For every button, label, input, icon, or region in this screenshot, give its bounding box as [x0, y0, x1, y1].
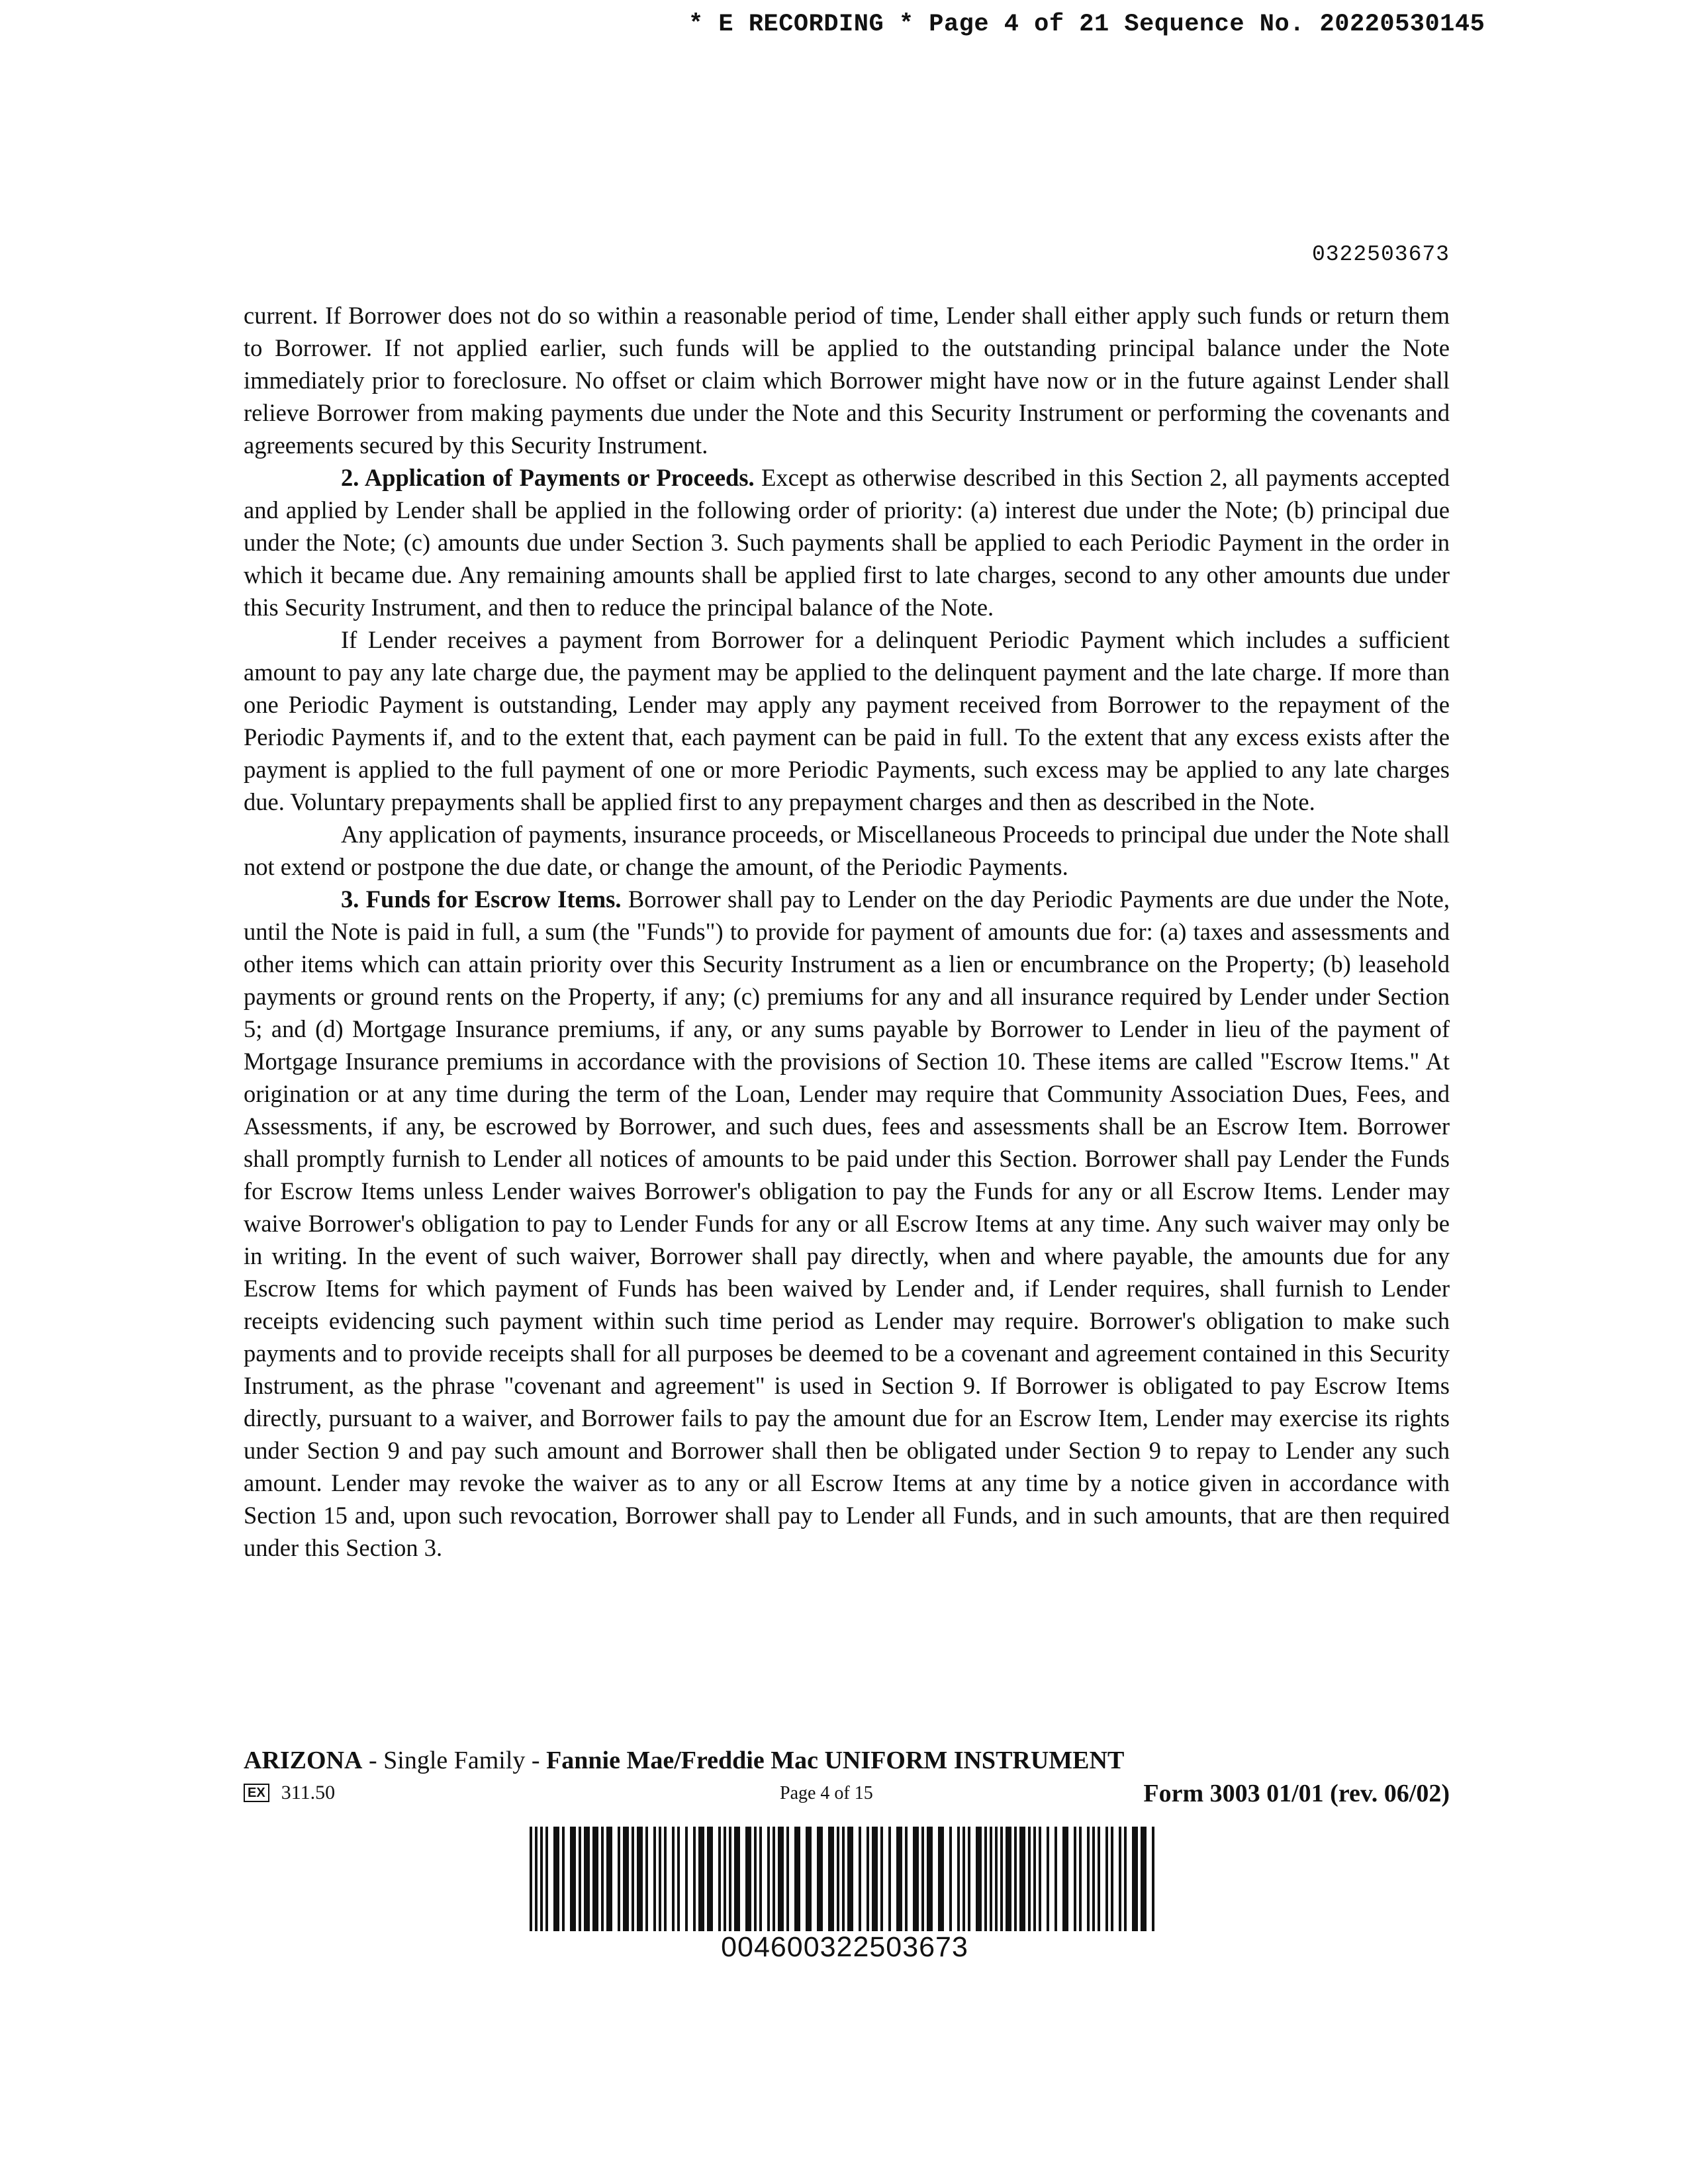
paragraph-continuation: current. If Borrower does not do so within a reasonable period of time, Lender shall either apply such funds or return them to Borrower. If not applied earlier, such funds will be applied to the outstanding principal balance under the Note immediately prior to foreclosure. No offset or claim which Borrower might have now or in the future against Lender shall relieve Borrower from making payments due under the Note and this Security Instrument or performing the covenants and agreements secured by this Security Instrument.	[244, 302, 1450, 459]
section-3-heading: 3. Funds for Escrow Items.	[341, 886, 622, 913]
footer-instrument: Fannie Mae/Freddie Mac UNIFORM INSTRUMENT	[546, 1747, 1125, 1774]
section-3-text: Borrower shall pay to Lender on the day Periodic Payments are due under the Note, until the Note is paid in full, a sum (the "Funds") to provide for payment of amounts due for: (a) taxes and assessments and other items which can attain priority over this Security Instrument as a lien or encumbrance on the Property; (b) leasehold payments or ground rents on the Property, if any; (c) premiums for any and all insurance required by Lender under Section 5; and (d) Mortgage Insurance premiums, if any, or any sums payable by Borrower to Lender in lieu of the payment of Mortgage Insurance premiums in accordance with the provisions of Section 10. These items are called "Escrow Items." At origination or at any time during the term of the Loan, Lender may require that Community Association Dues, Fees, and Assessments, if any, be escrowed by Borrower, and such dues, fees and assessments shall be an Escrow Item. Borrower shall promptly furnish to Lender all notices of amounts to be paid under this Section. Borrower shall pay Lender the Funds for Escrow Items unless Lender waives Borrower's obligation to pay the Funds for any or all Escrow Items. Lender may waive Borrower's obligation to pay to Lender Funds for any or all Escrow Items at any time. Any such waiver may only be in writing. In the event of such waiver, Borrower shall pay directly, when and where payable, the amounts due for any Escrow Items for which payment of Funds has been waived by Lender and, if Lender requires, shall furnish to Lender receipts evidencing such payment within such time period as Lender may require. Borrower's obligation to make such payments and to provide receipts shall for all purposes be deemed to be a covenant and agreement contained in this Security Instrument, as the phrase "covenant and agreement" is used in Section 9. If Borrower is obligated to pay Escrow Items directly, pursuant to a waiver, and Borrower fails to pay the amount due for an Escrow Item, Lender may exercise its rights under Section 9 and pay such amount and Borrower shall then be obligated under Section 9 to repay to Lender any such amount. Lender may revoke the waiver as to any or all Escrow Items at any time by a notice given in accordance with Section 15 and, upon such revocation, Borrower shall pay to Lender all Funds, and in such amounts, that are then required under this Section 3.	[244, 886, 1450, 1561]
section-2-paragraph	[244, 461, 1450, 623]
recording-header: * E RECORDING * Page 4 of 21 Sequence No. 20220530145	[688, 11, 1485, 38]
footer-separator: - Single Family -	[362, 1747, 547, 1774]
barcode-number: 004600322503673	[721, 1931, 968, 1963]
section-2-heading: 2. Application of Payments or Proceeds.	[341, 464, 755, 491]
footer-row	[244, 1779, 1450, 1811]
section-3-paragraph	[244, 883, 1450, 1564]
form-code-number: 311.50	[281, 1782, 336, 1803]
loan-number: 0322503673	[1311, 242, 1450, 267]
barcode-icon	[527, 1827, 1162, 1931]
section-2-text: Except as otherwise described in this Section 2, all payments accepted and applied by Lender shall be applied in the following order of priority: (a) interest due under the Note; (b) principal due under the Note; (c) amounts due under Section 3. Such payments shall be applied to each Periodic Payment in the order in which it became due. Any remaining amounts shall be applied first to late charges, second to any other amounts due under this Security Instrument, and then to reduce the principal balance of the Note.	[244, 464, 1450, 621]
document-body	[244, 299, 1450, 1564]
paragraph-delinquent-payment: If Lender receives a payment from Borrower for a delinquent Periodic Payment which includes a sufficient amount to pay any late charge due, the payment may be applied to the delinquent payment and the late charge. If more than one Periodic Payment is outstanding, Lender may apply any payment received from Borrower to the repayment of the Periodic Payments if, and to the extent that, each payment can be paid in full. To the extent that any excess exists after the payment is applied to the full payment of one or more Periodic Payments, such excess may be applied to any late charges due. Voluntary prepayments shall be applied first to any prepayment charges and then as described in the Note.	[244, 626, 1450, 815]
form-number: Form 3003 01/01 (rev. 06/02)	[1143, 1780, 1450, 1807]
form-code	[244, 1782, 335, 1804]
footer-state: ARIZONA	[244, 1747, 363, 1774]
ex-logo-icon: EX	[244, 1784, 269, 1802]
footer-title	[244, 1746, 1435, 1775]
paragraph-application-of-proceeds: Any application of payments, insurance proceeds, or Miscellaneous Proceeds to principal due under the Note shall not extend or postpone the due date, or change the amount, of the Periodic Payments.	[244, 821, 1450, 880]
page-counter: Page 4 of 15	[780, 1783, 873, 1803]
